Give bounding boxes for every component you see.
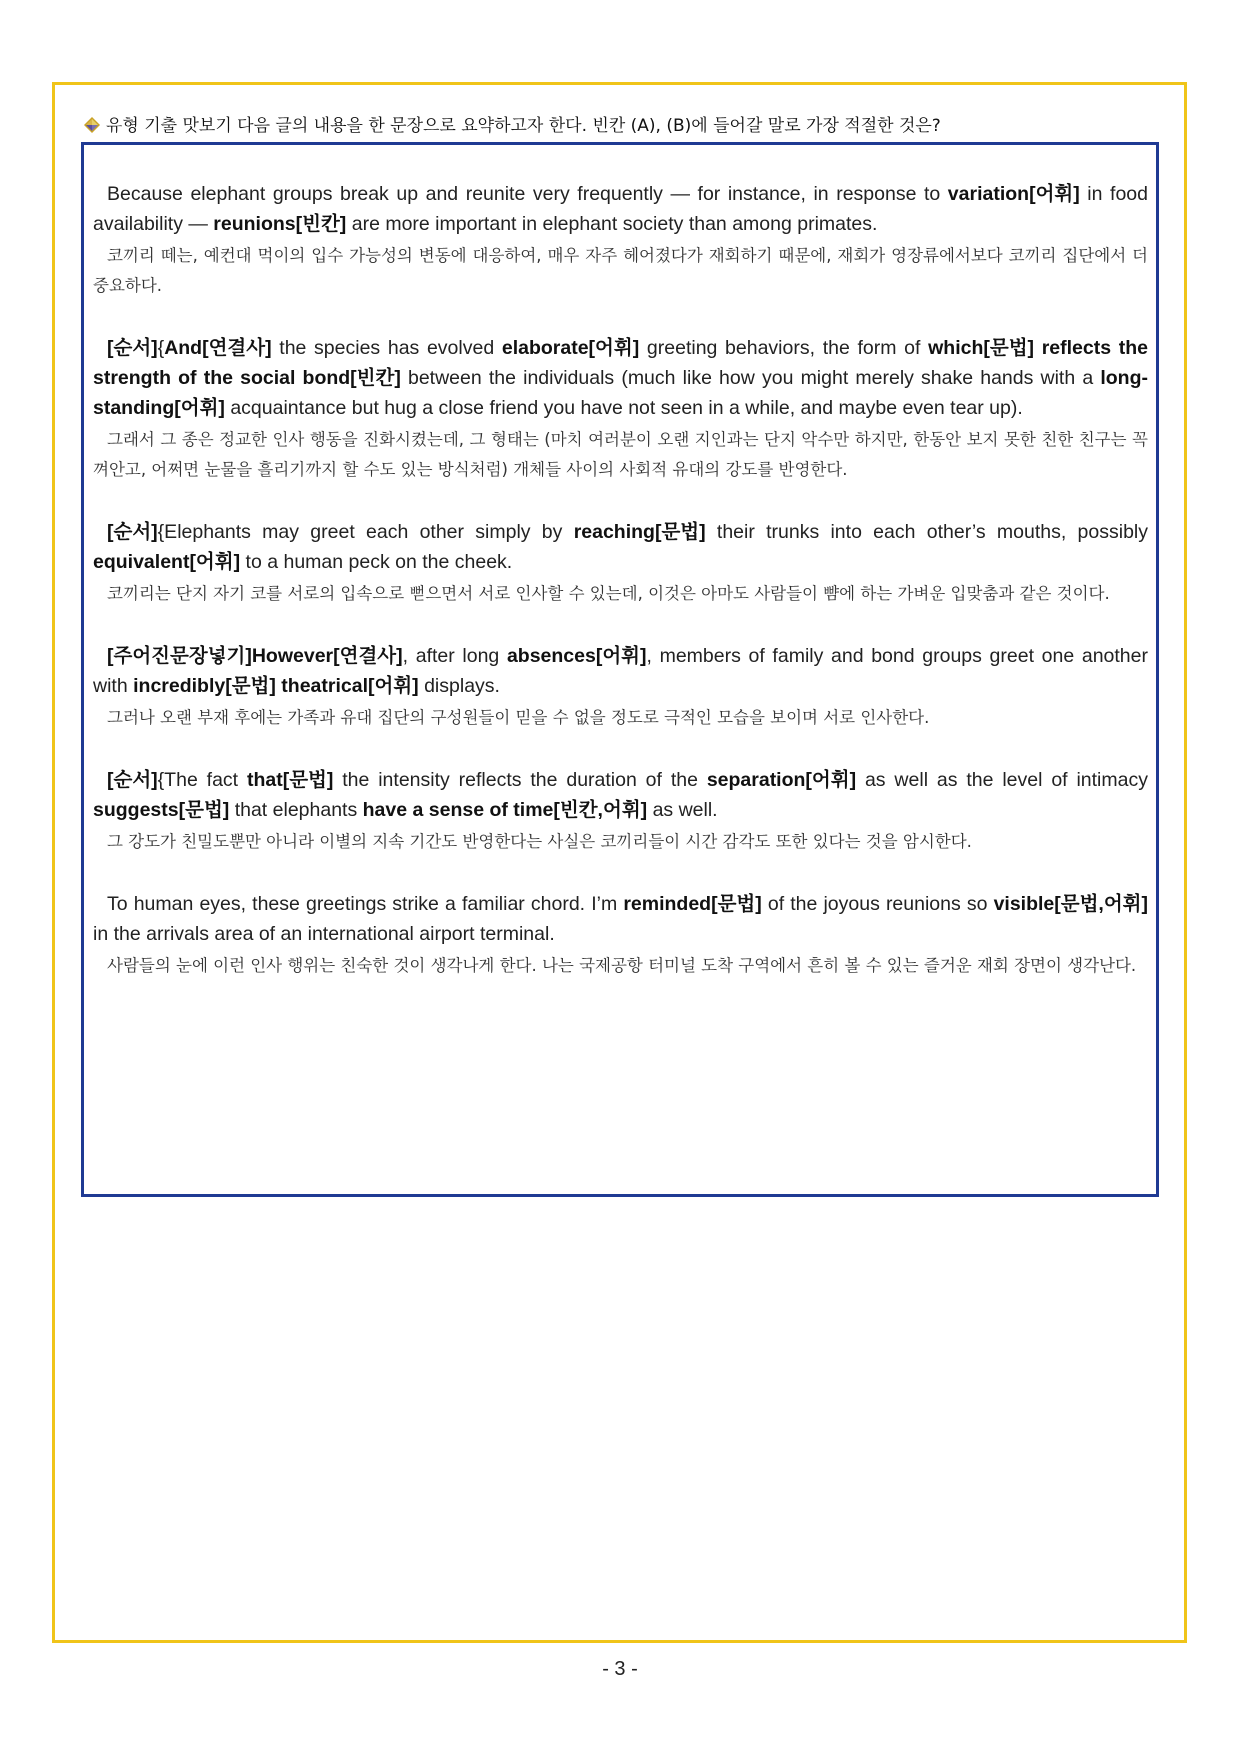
sentence-text: the species has evolved bbox=[271, 337, 502, 359]
sentence-text: acquaintance but hug a close friend you have not seen in a while, and maybe even tear up). bbox=[224, 397, 1023, 419]
question-text: 유형 기출 맛보기 다음 글의 내용을 한 문장으로 요약하고자 한다. 빈칸 (A), (B)에 들어갈 말로 가장 적절한 것은? bbox=[106, 116, 941, 136]
sentence-text: to a human peck on the cheek. bbox=[240, 551, 513, 573]
annotated-term: incredibly[문법] theatrical[어휘] bbox=[133, 675, 419, 697]
english-sentence bbox=[93, 641, 1148, 701]
passage-paragraph bbox=[93, 517, 1148, 609]
sentence-text: are more important in elephant society than among primates. bbox=[346, 213, 878, 235]
sentence-text: { bbox=[157, 337, 165, 359]
sentence-text: their trunks into each other’s mouths, possibly bbox=[705, 521, 1148, 543]
sentence-text: greeting behaviors, the form of bbox=[639, 337, 929, 359]
annotated-term: that[문법] bbox=[246, 769, 334, 791]
passage-box bbox=[81, 142, 1159, 1197]
annotated-term: which[문법] reflects the strength of the social bond[빈칸] bbox=[93, 337, 1148, 389]
sentence-text: displays. bbox=[418, 675, 500, 697]
korean-translation: 그래서 그 종은 정교한 인사 행동을 진화시켰는데, 그 형태는 (마치 여러분이 오랜 지인과는 단지 악수만 하지만, 한동안 보지 못한 친한 친구는 꼭 껴안고, 어쩌면 눈물을 흘리기까지 할 수도 있는 방식처럼) 개체들 사이의 사회적 유대의 강도를 반영한다. bbox=[93, 430, 1148, 479]
sentence-text: , members of family and bond groups greet one another with bbox=[93, 645, 1148, 697]
annotated-term: reminded[문법] bbox=[623, 893, 762, 915]
passage-paragraph bbox=[93, 333, 1148, 485]
diamond-icon bbox=[84, 117, 100, 133]
annotated-term: [주어진문장넣기]However[연결사] bbox=[107, 645, 403, 667]
annotated-term: long-standing[어휘] bbox=[93, 367, 1148, 419]
annotated-term: [순서] bbox=[107, 769, 158, 791]
sentence-text: of the joyous reunions so bbox=[761, 893, 994, 915]
sentence-text: as well as the level of intimacy bbox=[856, 769, 1148, 791]
annotated-term: absences[어휘] bbox=[506, 645, 647, 667]
annotated-term: variation[어휘] bbox=[947, 183, 1080, 205]
annotated-term: have a sense of time[빈칸,어휘] bbox=[362, 799, 648, 821]
annotated-term: elaborate[어휘] bbox=[501, 337, 640, 359]
passage-paragraph bbox=[93, 179, 1148, 301]
korean-translation: 그러나 오랜 부재 후에는 가족과 유대 집단의 구성원들이 믿을 수 없을 정도로 극적인 모습을 보이며 서로 인사한다. bbox=[107, 708, 930, 727]
english-sentence bbox=[93, 333, 1148, 423]
korean-translation: 그 강도가 친밀도뿐만 아니라 이별의 지속 기간도 반영한다는 사실은 코끼리들이 시간 감각도 또한 있다는 것을 암시한다. bbox=[107, 832, 972, 851]
page-number: - 3 - bbox=[602, 1658, 638, 1680]
question-header bbox=[84, 112, 1164, 140]
sentence-text: in food availability — bbox=[93, 183, 1148, 235]
annotated-term: visible[문법,어휘] bbox=[993, 893, 1149, 915]
korean-translation: 사람들의 눈에 이런 인사 행위는 친숙한 것이 생각나게 한다. 나는 국제공항 터미널 도착 구역에서 흔히 볼 수 있는 즐거운 재회 장면이 생각난다. bbox=[107, 956, 1137, 975]
sentence-text: {Elephants may greet each other simply by bbox=[157, 521, 574, 543]
korean-translation: 코끼리 떼는, 예컨대 먹이의 입수 가능성의 변동에 대응하여, 매우 자주 헤어졌다가 재회하기 때문에, 재회가 영장류에서보다 코끼리 집단에서 더 중요하다. bbox=[93, 246, 1148, 295]
sentence-text: as well. bbox=[647, 799, 718, 821]
annotated-term: [순서] bbox=[107, 337, 158, 359]
english-sentence bbox=[93, 889, 1148, 949]
sentence-text: between the individuals (much like how you might merely shake hands with a bbox=[400, 367, 1101, 389]
annotated-term: And[연결사] bbox=[164, 337, 272, 359]
english-sentence bbox=[93, 765, 1148, 825]
sentence-text: , after long bbox=[402, 645, 507, 667]
english-sentence bbox=[93, 517, 1148, 577]
annotated-term: [순서] bbox=[107, 521, 158, 543]
sentence-text: Because elephant groups break up and reunite very frequently — for instance, in response to bbox=[107, 183, 948, 205]
annotated-term: reaching[문법] bbox=[573, 521, 706, 543]
sentence-text: {The fact bbox=[157, 769, 247, 791]
sentence-text: in the arrivals area of an international airport terminal. bbox=[93, 923, 555, 945]
annotated-term: suggests[문법] bbox=[93, 799, 230, 821]
annotated-term: equivalent[어휘] bbox=[93, 551, 241, 573]
passage-paragraph bbox=[93, 765, 1148, 857]
sentence-text: that elephants bbox=[229, 799, 363, 821]
sentence-text: the intensity reflects the duration of the bbox=[333, 769, 707, 791]
passage-paragraph bbox=[93, 889, 1148, 981]
annotated-term: reunions[빈칸] bbox=[213, 213, 347, 235]
passage-paragraph bbox=[93, 641, 1148, 733]
english-sentence bbox=[93, 179, 1148, 239]
annotated-term: separation[어휘] bbox=[706, 769, 857, 791]
sentence-text: To human eyes, these greetings strike a familiar chord. I’m bbox=[107, 893, 624, 915]
korean-translation: 코끼리는 단지 자기 코를 서로의 입속으로 뻗으면서 서로 인사할 수 있는데, 이것은 아마도 사람들이 뺨에 하는 가벼운 입맞춤과 같은 것이다. bbox=[107, 584, 1110, 603]
